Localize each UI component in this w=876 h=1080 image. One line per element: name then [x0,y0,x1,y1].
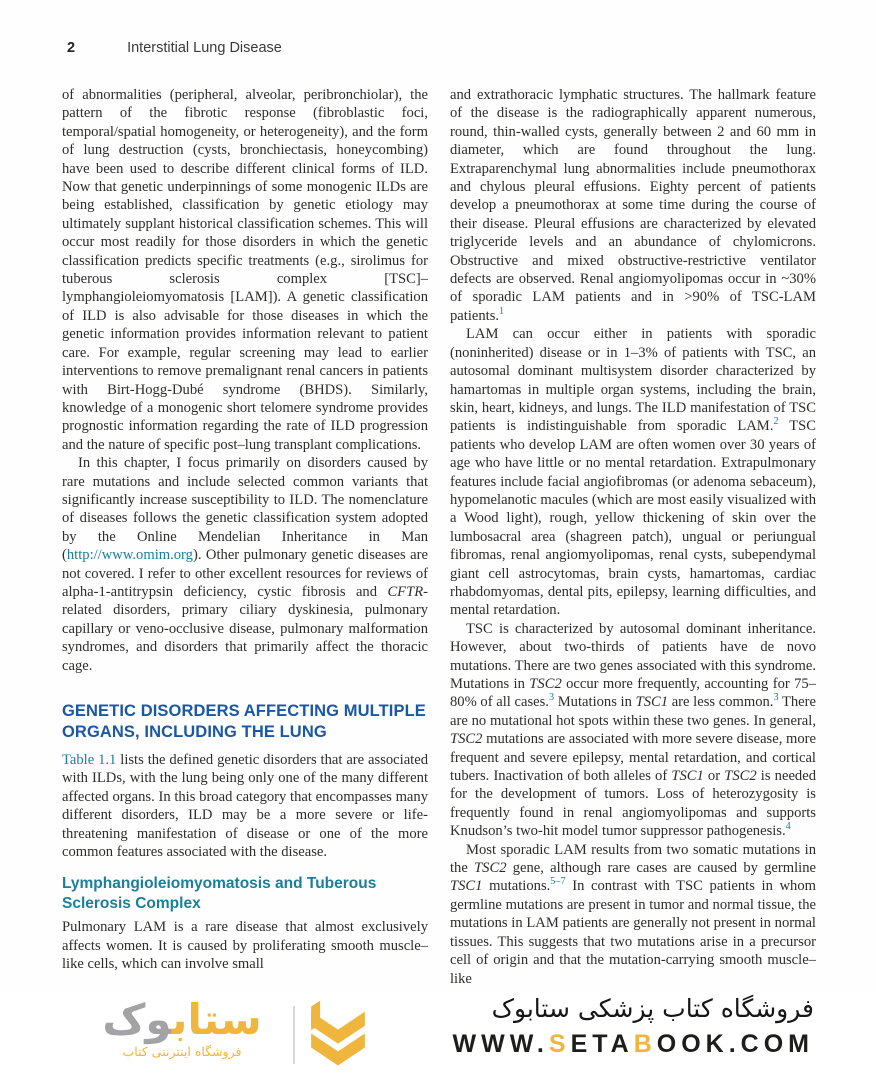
text-segment: CFTR [387,583,424,600]
left-column [62,86,428,988]
text-segment: mutations. [482,878,551,895]
reference-superscript[interactable]: 3 [548,692,555,704]
logo-divider [293,1006,295,1064]
setabook-logo [84,995,280,1060]
text-segment: are less common. [668,694,774,711]
paragraph [62,454,428,675]
paragraph [62,918,428,973]
logo-wordmark [84,995,280,1044]
text-segment: -related disorders, primary ciliary dyskinesia, pulmonary capillary or veno-occlusive disease, pulmonary malformation syndromes, and disorders that primarily affect the thoracic cage. [62,583,428,674]
page-number: 2 [67,40,76,56]
hyperlink[interactable]: Table 1.1 [62,752,117,768]
subsection-heading: Lymphangioleiomyomatosis and Tuberous Sclerosis Complex [62,875,377,912]
text-segment: occur more frequently, accounting for 75–80% of all cases. [450,676,816,711]
text-segment: LAM can occur either in patients with sporadic (noninherited) disease or in 1–3% of patients with TSC, an autosomal dominant multisystem disorder characterized by hamartomas in multiple organ systems, including the brain, skin, heart, kidneys, and lungs. The ILD manifestation of TSC patients is indistinguishable from sporadic LAM. [450,326,816,435]
text-segment: TSC2 [529,676,562,692]
paragraph [450,325,816,620]
text-segment: TSC2 [450,731,483,748]
footer-text-block [453,994,814,1059]
text-segment: gene, although rare cases are caused by germline [506,860,816,877]
running-title: Interstitial Lung Disease [127,40,282,56]
text-segment: وک [102,995,172,1044]
text-segment: mutations are associated with more severe disease, more frequent and severe epilepsy, mental retardation, and cortical tubers. Inactivation of both alleles of [450,731,816,785]
text-segment: WWW. [452,1030,549,1058]
setabook-emblem-icon [306,1000,370,1072]
text-segment: OOK.COM [656,1030,814,1058]
website-url [453,1029,814,1059]
reference-superscript[interactable]: 5–7 [550,876,566,888]
hyperlink[interactable]: http://www.omim.org [66,547,193,564]
text-segment: In contrast with TSC patients in whom germline mutations are present in tumor and normal tissue, the mutations in LAM patients are generally not present in normal tissues. This suggests that two mutations arise in a precursor cell of origin and that the mutation-carrying smooth muscle–like [450,878,816,987]
text-segment: or [703,768,725,785]
text-segment: Mutations in [554,694,636,711]
persian-store-title: فروشگاه کتاب پزشکی ستابوک [491,994,814,1023]
text-segment: TSC patients who develop LAM are often women over 30 years of age who have little or no mental retardation. Extrapulmonary features include facial angiofibromas (or adenoma sebaceum), hypomelanotic macules (which are most easily visualized with a Wood light), rough, yellow thickening of skin over the lumbosacral area (shagreen patch), ungual or periungual fibromas, renal angiomyolipomas, renal cysts, subependymal giant cell astrocytomas, brain cysts, hamartomas, cardiac rhabdomyomas, dental pits, epilepsy, learning difficulties, and mental retardation. [450,418,816,619]
section-heading: GENETIC DISORDERS AFFECTING MULTIPLE ORGANS, INCLUDING THE LUNG [62,702,426,741]
text-segment: TSC1 [671,768,704,785]
paragraph [450,841,816,988]
page-header [67,40,814,56]
text-segment: is needed for the development of tumors. Loss of heterozygosity is frequently found in renal angiomyolipomas and supports Knudson’s two-hit model tumor suppressor pathogenesis. [450,768,816,840]
text-segment: ستاب [171,995,262,1044]
text-segment: Pulmonary LAM is a rare disease that almost exclusively affects women. It is caused by proliferating smooth muscle–like cells, which can involve small [62,919,428,973]
reference-superscript[interactable]: 3 [773,692,779,704]
text-segment: Most sporadic LAM results from two somatic mutations in the [450,841,816,877]
reference-superscript[interactable]: 4 [785,821,791,833]
footer-banner [0,992,876,1080]
text-segment: TSC is characterized by autosomal dominant inheritance. However, about two-thirds of patients have de novo mutations. There are two genes associated with this syndrome. Mutations in [450,620,816,692]
text-segment: S [548,1030,571,1058]
text-segment: lists the defined genetic disorders that are associated with ILDs, with the lung being only one of the many different affected organs. In this broad category that encompasses many different disorders, ILD may be a more severe or life-threatening manifestation of disease or one of the more common features associated with the disease. [62,752,428,861]
text-segment: TSC2 [474,860,507,877]
text-segment: ). Other pulmonary genetic diseases are not covered. I refer to other excellent resources for reviews of alpha-1-antitrypsin deficiency, cystic fibrosis and [62,547,428,600]
paragraph [450,86,816,325]
logo-tagline: فروشگاه اینترنتی کتاب [122,1044,242,1059]
text-segment: There are no mutational hot spots within these two genes. In general, [450,694,816,729]
reference-superscript[interactable]: 2 [773,416,779,428]
text-segment: TSC2 [724,768,757,785]
text-segment: and extrathoracic lymphatic structures. The hallmark feature of the disease is the radiographically apparent numerous, round, thin-walled cysts, generally between 2 and 60 mm in diameter, which are found throughout the lung. Extraparenchymal lung abnormalities include pneumothorax and chylous pleural effusions. Eighty percent of patients develop a pneumothorax at some time during the course of their disease. Pleural effusions are characterized by elevated triglyceride levels and an abundance of chylomicrons. Obstructive and mixed obstructive-restrictive ventilator defects are observed. Renal angiomyolipomas occur in ~30% of sporadic LAM patients and in >90% of TSC-LAM patients. [450,87,816,324]
text-segment: ETA [570,1030,634,1058]
paragraph [62,86,428,454]
right-column [450,86,816,988]
reference-superscript[interactable]: 1 [499,306,505,318]
paragraph [450,620,816,841]
text-segment: of abnormalities (peripheral, alveolar, peribronchiolar), the pattern of the fibrotic response (fibroblastic foci, temporal/spatial homogeneity, or heterogeneity), and the form of lung destruction (cysts, bronchiectasis, honeycombing) have been used to describe different clinical forms of ILD. Now that genetic underpinnings of some monogenic ILDs are being established, classification by genetic etiology may ultimately supplant historical classification schemes. This will occur most readily for those disorders in which the genetic classification predicts specific treatments (e.g., sirolimus for tuberous sclerosis complex [TSC]–lymphangioleiomyomatosis [LAM]). A genetic classification of ILD is also advisable for those diseases in which the genetic information provides information relevant to patient care. For example, regular screening may lead to earlier interventions to remove premalignant renal cancers in patients with Birt-Hogg-Dubé syndrome (BHDS). Similarly, knowledge of a monogenic short telomere syndrome provides prognostic information regarding the rate of ILD progression and the nature of specific post–lung transplant complications. [62,87,428,453]
text-segment: B [633,1030,657,1058]
text-segment: In this chapter, I focus primarily on disorders caused by rare mutations and include selected common variants that significantly increase susceptibility to ILD. The nomenclature of diseases follows the genetic classification system adopted by the Online Mendelian Inheritance in Man ( [62,455,428,564]
paragraph [62,751,428,861]
text-segment: TSC1 [450,878,483,895]
text-segment: TSC1 [635,694,669,711]
